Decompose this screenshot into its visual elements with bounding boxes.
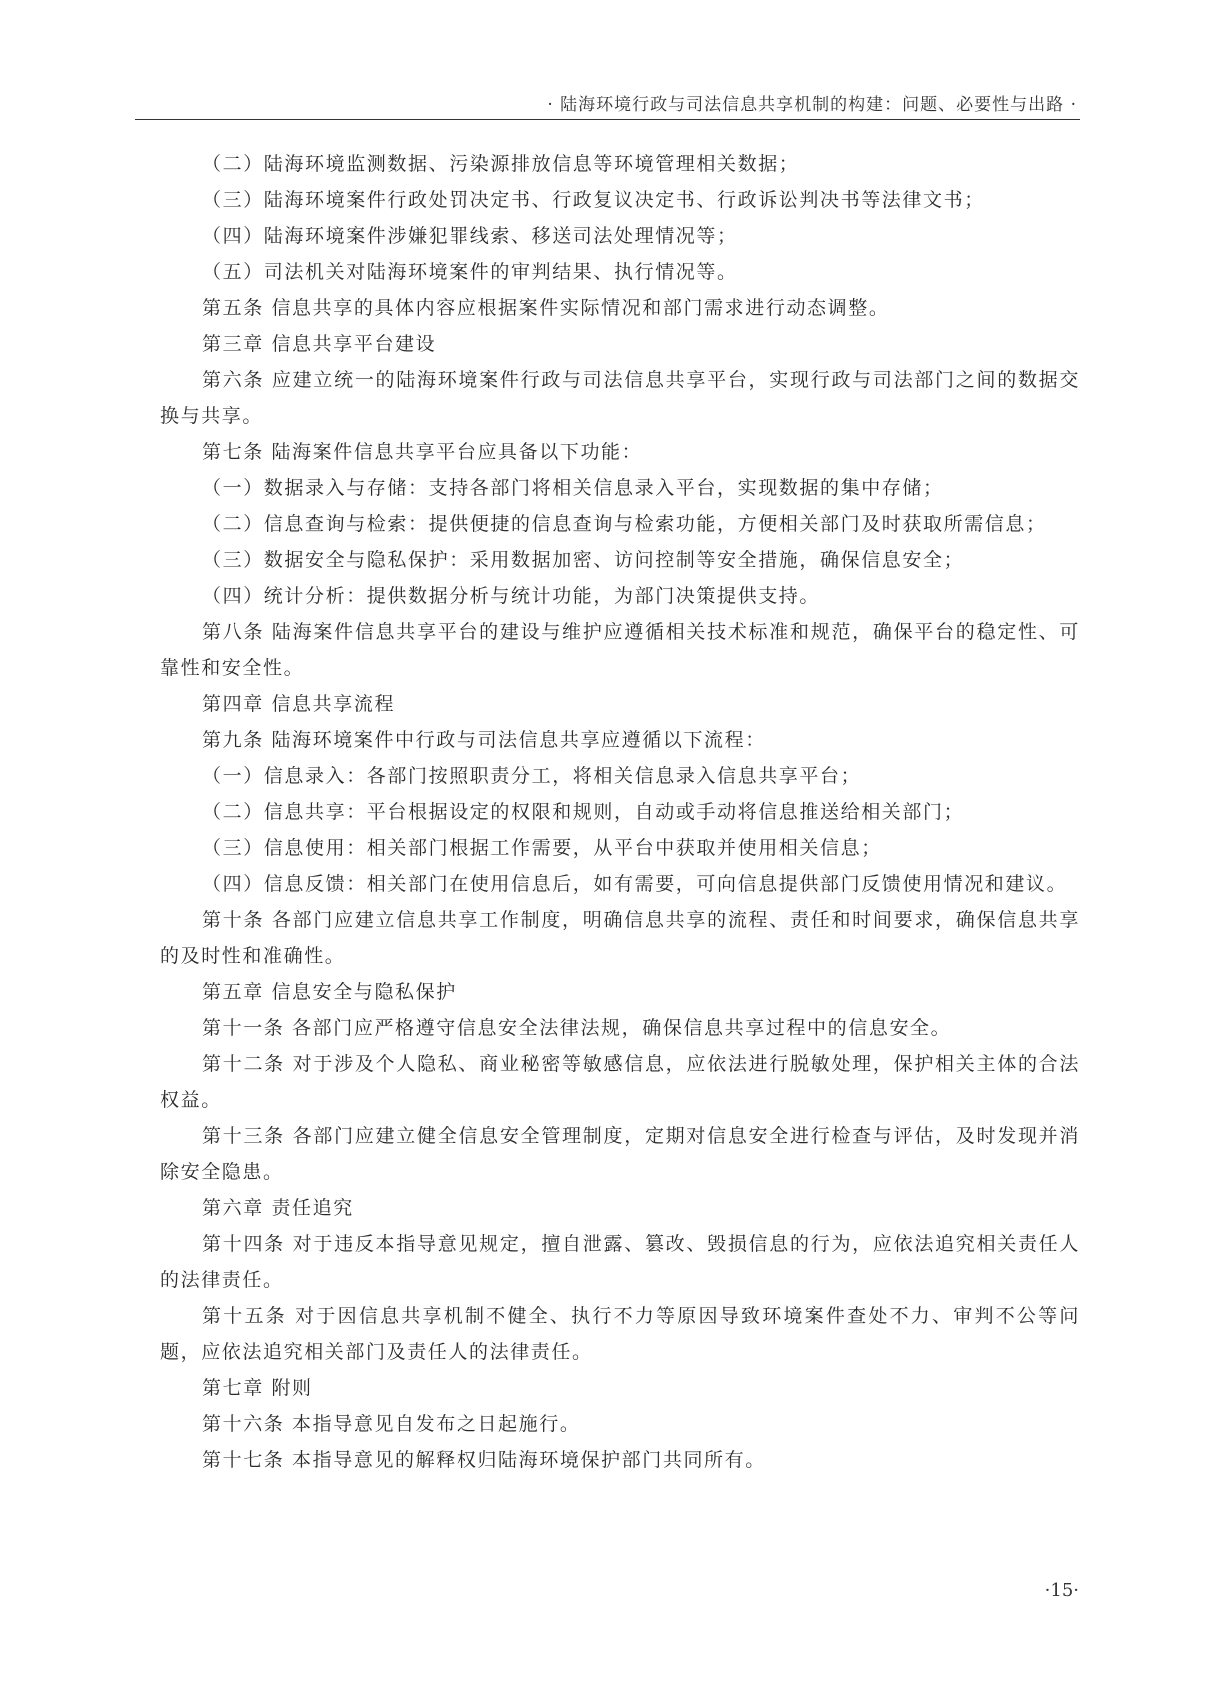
chapter-heading: 第四章 信息共享流程: [202, 693, 396, 715]
paragraph: （五）司法机关对陆海环境案件的审判结果、执行情况等。: [202, 261, 738, 283]
article-clause: 第九条 陆海环境案件中行政与司法信息共享应遵循以下流程：: [202, 729, 766, 751]
article-clause: 第十七条 本指导意见的解释权归陆海环境保护部门共同所有。: [202, 1449, 766, 1471]
article-clause: 第十四条 对于违反本指导意见规定，擅自泄露、篡改、毁损信息的行为，应依法追究相关责任人的法律责任。: [160, 1233, 1080, 1291]
article-clause: 第十一条 各部门应严格遵守信息安全法律法规，确保信息共享过程中的信息安全。: [202, 1017, 952, 1039]
article-clause: 第十二条 对于涉及个人隐私、商业秘密等敏感信息，应依法进行脱敏处理，保护相关主体的合法权益。: [160, 1053, 1080, 1111]
paragraph: （一）数据录入与存储：支持各部门将相关信息录入平台，实现数据的集中存储；: [202, 477, 944, 499]
article-clause: 第七条 陆海案件信息共享平台应具备以下功能：: [202, 441, 643, 463]
article-clause: 第八条 陆海案件信息共享平台的建设与维护应遵循相关技术标准和规范，确保平台的稳定性、可靠性和安全性。: [160, 621, 1080, 679]
header-rule: [135, 119, 1080, 120]
paragraph: （二）陆海环境监测数据、污染源排放信息等环境管理相关数据；: [202, 153, 800, 175]
page-number: ·15·: [1044, 1580, 1079, 1601]
paragraph: （三）信息使用：相关部门根据工作需要，从平台中获取并使用相关信息；: [202, 837, 882, 859]
chapter-heading: 第六章 责任追究: [202, 1197, 354, 1219]
article-clause: 第十五条 对于因信息共享机制不健全、执行不力等原因导致环境案件查处不力、审判不公等问题，应依法追究相关部门及责任人的法律责任。: [160, 1305, 1080, 1363]
article-clause: 第五条 信息共享的具体内容应根据案件实际情况和部门需求进行动态调整。: [202, 297, 890, 319]
paragraph: （四）统计分析：提供数据分析与统计功能，为部门决策提供支持。: [202, 585, 821, 607]
article-clause: 第十三条 各部门应建立健全信息安全管理制度，定期对信息安全进行检查与评估，及时发现并消除安全隐患。: [160, 1125, 1080, 1183]
paragraph: （三）陆海环境案件行政处罚决定书、行政复议决定书、行政诉讼判决书等法律文书；: [202, 189, 985, 211]
paragraph: （二）信息共享：平台根据设定的权限和规则，自动或手动将信息推送给相关部门；: [202, 801, 965, 823]
running-head-title: · 陆海环境行政与司法信息共享机制的构建：问题、必要性与出路 ·: [547, 95, 1077, 115]
chapter-heading: 第五章 信息安全与隐私保护: [202, 981, 457, 1003]
chapter-heading: 第七章 附则: [202, 1377, 313, 1399]
article-body: [160, 146, 1080, 1478]
article-clause: 第十条 各部门应建立信息共享工作制度，明确信息共享的流程、责任和时间要求，确保信息共享的及时性和准确性。: [160, 909, 1080, 967]
article-clause: 第十六条 本指导意见自发布之日起施行。: [202, 1413, 581, 1435]
paragraph: （四）信息反馈：相关部门在使用信息后，如有需要，可向信息提供部门反馈使用情况和建议。: [202, 873, 1068, 895]
article-clause: 第六条 应建立统一的陆海环境案件行政与司法信息共享平台，实现行政与司法部门之间的数据交换与共享。: [160, 369, 1080, 427]
paragraph: （一）信息录入：各部门按照职责分工，将相关信息录入信息共享平台；: [202, 765, 862, 787]
chapter-heading: 第三章 信息共享平台建设: [202, 333, 437, 355]
paragraph: （四）陆海环境案件涉嫌犯罪线索、移送司法处理情况等；: [202, 225, 738, 247]
paragraph: （三）数据安全与隐私保护：采用数据加密、访问控制等安全措施，确保信息安全；: [202, 549, 965, 571]
paragraph: （二）信息查询与检索：提供便捷的信息查询与检索功能，方便相关部门及时获取所需信息；: [202, 513, 1047, 535]
